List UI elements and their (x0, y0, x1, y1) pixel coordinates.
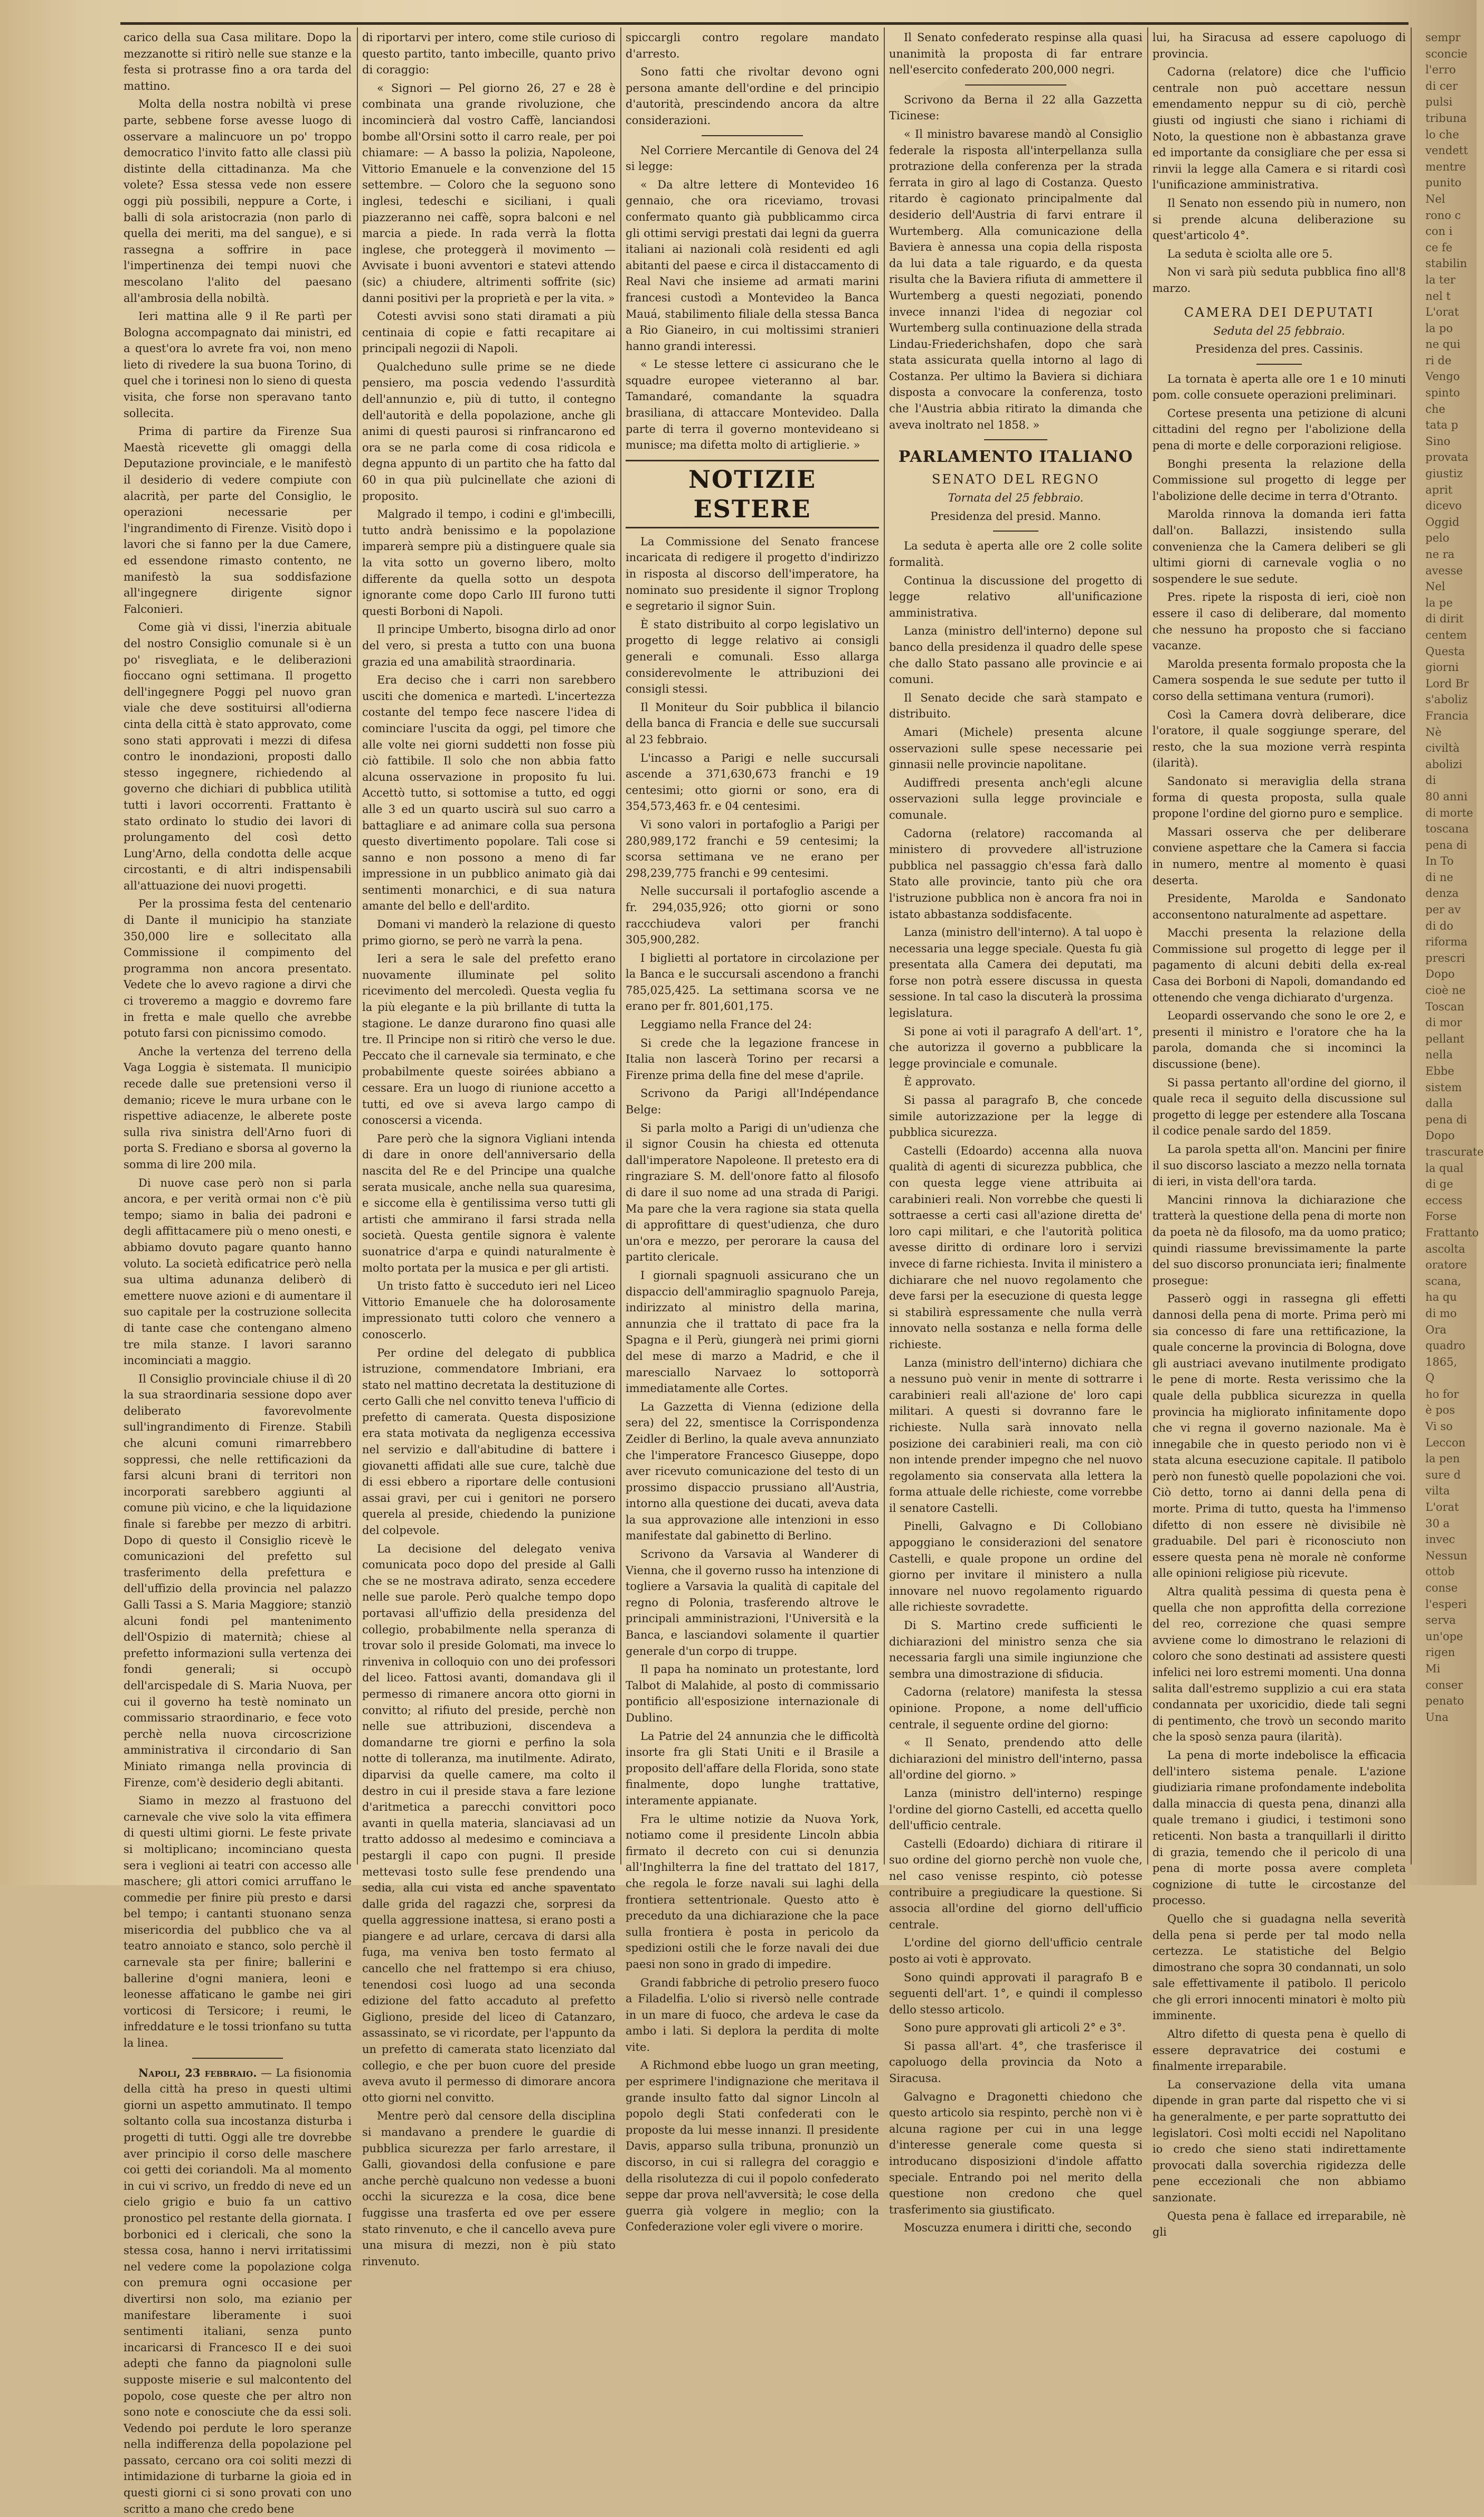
paragraph: spiccargli contro regolare mandato d'arresto. (626, 31, 879, 60)
edge-fragment: di mo (1425, 1307, 1457, 1320)
paragraph-text: — La fisionomia della città ha preso in questi ultimi giorni un aspetto ammutinato. Il tempo soltanto colla sua incostanza disturba i progetti di tutti. Oggi alle tre dovrebbe aver principio il corso delle maschere coi getti dei coriandoli. Ma al momento in cui vi scrivo, un freddo di neve ed un cielo grigio e buio fa un cattivo pronostico pel restante della giornata. I borbonici ed i clericali, che sono la stessa cosa, hanno i nervi irritatissimi nel vedere come la popolazione colga con premura ogni occasione per divertirsi non solo, ma ezianio per manifestare liberamente i suoi sentimenti italiani, senza punto incaricarsi di Francesco II e dei suoi adepti che fanno da piagnoloni sulle supposte miserie e sul malcontento del popolo, cose queste che per altro non sono note e conosciute che da essi soli. Vedendo poi perdute le loro speranze nella indifferenza della popolazione pel passato, cercano ora coi soliti mezzi di intimidazione di turbarne la gioia ed in questi giorni ci si sono provati con uno scritto a mano che credo bene (124, 2066, 352, 2515)
paragraph: La decisione del delegato veniva comunicata poco dopo del preside al Galli che se ne mostrava adirato, senza eccedere nelle sue parole. Però qualche tempo dopo portavasi all'uffizio della presidenza del collegio, probabilmente nella speranza di trovar solo il preside Golomati, ma invece lo rinveniva in colloquio con uno dei professori del liceo. Fattosi avanti, domandava gli il permesso di rimanere ancora otto giorni in convitto; al rifiuto del preside, perchè non nelle sue attribuzioni, discendeva a domandarne tre giorni e perfino la sola notte di tolleranza, ma inutilmente. Adirato, diparvisi da quelle camere, ma colto il destro in cui il preside stava a fare lezione d'aritmetica a parecchi convittori poco avanti in quella materia, slanciavasi ad un tratto addosso al medesimo e cominciava a pestargli il capo con pugni. Il preside mettevasi tosto sulle fese prendendo una sedia, alla cui vista ed anche spaventato dalle grida del ragazzi che, sorpresi da quella aggressione inattesa, si erano posti a piangere e ad urlare, cercava di darsi alla fuga, ma veniva ben tosto fermato al cancello che nel frattempo si era chiuso, tenendosi così luogo ad una seconda edizione del fatto accaduto al prefetto Gigliono, preside del liceo di Catanzaro, assassinato, se vi ricordate, per l'appunto da un prefetto di camerata stato licenziato dal collegio, e che per buon cuore del preside aveva avuto il permesso di dimorare ancora otto giorni nel convitto. (362, 1542, 616, 2104)
edge-fragment: denza (1425, 887, 1459, 900)
paragraph: Molta della nostra nobiltà vi prese parte, sebbene forse avesse luogo di osservare a malincuore un po' troppo democratico l'invito fatto alle classi più distinte della cittadinanza. Ma che volete? Essa stessa vede non essere oggi più possibili, neppure a Corte, i balli di sola aristocrazia (non parlo di quella dei meriti, ma del sangue), e si rassegna a soffrire in pace l'impertinenza dei tempi nuovi che mescolano l'alito del paesano all'ambrosia della nobiltà. (124, 98, 352, 305)
quoted-paragraph: « Signori — Pel giorno 26, 27 e 28 è combinata una grande rivoluzione, che incomincierà dal vostro Caffè, lanciandosi bombe all'Orsini sotto il carro reale, per poi chiamare: — A basso la polizia, Napoleone, Vittorio Emanuele e la convenzione del 15 settembre. — Coloro che la seguono sono inglesi, tedeschi e siciliani, i quali piazzeranno nei caffè, sopra balconi e nel marcia a piede. In rada verrà la flotta inglese, che proteggerà il movimento — Avvisate i buoni avventori e statevi attendo (sic) a chiudere, altrimenti soffrite (sic) danni positivi per la proprietà e per la vita. » (362, 81, 616, 305)
edge-fragment: ho for (1425, 1387, 1459, 1401)
edge-fragment: s'aboliz (1425, 693, 1468, 706)
edge-fragment: avesse (1425, 564, 1463, 577)
paragraph: Cadorna (relatore) raccomanda al ministero di provvedere all'istruzione pubblica nel passaggio ch'essa farà dallo Stato alle provincie, tanto più che ora l'istruzione pubblica non è ancora fra noi in istato abbastanza soddisfacente. (889, 827, 1142, 921)
separator (993, 531, 1038, 532)
paragraph: Pres. ripete la risposta di ieri, cioè non essere il caso di deliberare, dal momento che nessuno ha proposto che si facciano vacanze. (1152, 591, 1406, 652)
paragraph: A Richmond ebbe luogo un gran meeting, per esprimere l'indignazione che meritava il grande insulto fatto dal signor Lincoln al popolo degli Stati confederati con le proposte da lui messe innanzi. Il presidente Davis, apparso sulla tribuna, pronunziò un discorso, in cui si rallegra del coraggio e della risolutezza di cui il popolo confederato seppe dar prova nell'avversità; le cose della guerra già volgere in meglio; con la Confederazione voler egli vivere o morire. (626, 2059, 879, 2234)
edge-fragment: lo che (1425, 128, 1459, 141)
paragraph: Scrivono da Berna il 22 alla Gazzetta Ticinese: (889, 93, 1142, 122)
edge-fragment: oratore (1425, 1258, 1467, 1272)
session-president: Presidenza del pres. Cassinis. (1195, 343, 1363, 356)
paragraph: Bonghi presenta la relazione della Commissione sul progetto di legge per l'abolizione delle decime in terra d'Otranto. (1152, 457, 1406, 503)
paragraph: carico della sua Casa militare. Dopo la mezzanotte si ritirò nelle sue stanze e la festa si protrasse fino a ora tarda del mattino. (124, 31, 352, 92)
paragraph: È approvato. (904, 1075, 976, 1089)
edge-fragment: Q (1425, 1371, 1435, 1385)
paragraph: Cortese presenta una petizione di alcuni cittadini del regno per l'abolizione della pena di morte e delle corporazioni religiose. (1152, 406, 1406, 452)
paragraph: La parola spetta all'on. Mancini per finire il suo discorso lasciato a mezzo nella tornata di ieri, in vista dell'ora tarda. (1152, 1143, 1406, 1188)
paragraph: Di nuove case però non si parla ancora, e per verità ormai non c'è più tempo; siamo in balia dei padroni e degli affittacamere più o meno onesti, e abbiamo dovuto pagare quanto hanno voluto. La società edificatrice però nella sua ultima adunanza deliberò di emettere nuove azioni e di aumentare il suo capitale per la costruzione sollecita di tante case che contengano almeno tre mila stanze. I lavori saranno incominciati a maggio. (124, 1176, 352, 1367)
paragraph: La tornata è aperta alle ore 1 e 10 minuti pom. colle consuete operazioni preliminari. (1152, 372, 1406, 402)
paragraph: Prima di partire da Firenze Sua Maestà ricevette gli omaggi della Deputazione provinciale, e le manifestò il desiderio di vedere compiute con alacrità, per parte del Consiglio, le operazioni necessarie per l'ingrandimento di Firenze. Visitò dopo i lavori che si fanno per la due Camere, ed essendone rimasto contento, ne manifestò la sua soddisfazione all'ingegnere dirigente signor Falconieri. (124, 425, 352, 616)
paragraph: Il Moniteur du Soir pubblica il bilancio della banca di Francia e delle sue succursali al 23 febbraio. (626, 701, 879, 746)
edge-fragment: nel t (1425, 289, 1451, 302)
quoted-paragraph: « Da altre lettere di Montevideo 16 gennaio, che ora riceviamo, trovasi confermato quanto già pubblicammo circa gli ottimi servigi prestati dai legni da guerra italiani ai nazionali colà residenti ed agli abitanti del paese e circa il distaccamento di Real Navi che insieme ad armati marini francesi custodì a Montevideo la Banca Mauá, stabilimento filiale della stessa Banca a Rio Gianeiro, in cui moltissimi stranieri hanno grandi interessi. (626, 178, 879, 353)
paragraph: Anche la vertenza del terreno della Vaga Loggia è sistemata. Il municipio recede dalle sue pretensioni verso il demanio; riceve le mura urbane con le rispettive adiacenze, le alberete poste sulla riva sinistra dell'Arno fuori di porta S. Frediano e sborsa al governo la somma di lire 200 mila. (124, 1045, 352, 1171)
column-4 (889, 30, 1142, 2235)
paragraph: Per ordine del delegato di pubblica istruzione, commendatore Imbriani, era stato nel mattino decretata la destituzione di certo Galli che nel convitto teneva l'ufficio di prefetto di camerata. Questa disposizione era stata motivata da negligenza eccessiva nel servizio e dall'abitudine di battere i giovanetti affidati alle sue cure, talchè due di essi ebbero a riportare delle contusioni assai gravi, per cui i genitori ne porsero querela al preside, chiedendo la punizione del colpevole. (362, 1346, 616, 1537)
edge-fragment: Nel (1425, 192, 1445, 205)
paragraph: Lanza (ministro dell'interno). A tal uopo è necessaria una legge speciale. Questa fu già presentata alla Camera dei deputati, ma forse non potrà essere discussa in questa sessione. In tal caso la discuterà la prossima legislatura. (889, 926, 1142, 1020)
edge-fragment: dicevo (1425, 499, 1462, 513)
column-3 (626, 30, 879, 2234)
paragraph: Per la prossima festa del centenario di Dante il municipio ha stanziate 350,000 lire e sollecitato alla Commissione il compimento del programma non ancora presentato. Vedete che lo avevo ragione a dirvi che ci troveremo a maggio e dovremo fare in fretta e male quello che avrebbe potuto farsi con picnissimo comodo. (124, 897, 352, 1040)
paragraph: Leopardi osservando che sono le ore 2, e presenti il ministro e l'oratore che ha la parola, domanda che si incominci la discussione (bene). (1152, 1009, 1406, 1071)
paragraph: La Gazzetta di Vienna (edizione della sera) del 22, smentisce la Corrispondenza Zeidler di Berlino, la quale aveva annunziato che l'imperatore Francesco Giuseppe, dopo aver ricevuto comunicazione del testo di un prossimo dispaccio prussiano all'Austria, intorno alla questione dei ducati, aveva data la sua approvazione alle intenzioni in esso manifestate dal gabinetto di Berlino. (626, 1400, 879, 1543)
edge-fragment: ce fe (1425, 241, 1453, 254)
column-5 (1152, 30, 1406, 2239)
edge-fragment: giorni (1425, 661, 1459, 674)
paragraph: Altra qualità pessima di questa pena è quella che non approfitta della correzione del reo, correzione che quasi sempre avviene come lo dimostrano le relazioni di coloro che sono destinati ad assistere questi infelici nei loro estremi momenti. Una donna salita dall'estremo supplizio a cui era stata condannata per uxoricidio, diede tali segni di pentimento, che trovò un secondo marito che la sposò senza paura (ilarità). (1152, 1585, 1406, 1744)
edge-fragment: sistem (1425, 1081, 1462, 1094)
edge-fragment: di mor (1425, 1016, 1462, 1029)
paragraph: La Patrie del 24 annunzia che le difficoltà insorte fra gli Stati Uniti e il Brasile a proposito dell'affare della Florida, sono state finalmente, dopo lunghe trattative, interamente appianate. (626, 1729, 879, 1807)
edge-fragment: è pos (1425, 1404, 1455, 1417)
edge-fragment: 30 a (1425, 1517, 1450, 1530)
edge-fragment: Vengo (1425, 370, 1460, 383)
paragraph: Il Senato non essendo più in numero, non si prende alcuna deliberazione su quest'articolo 4°. (1152, 196, 1406, 242)
paragraph: L'incasso a Parigi e nelle succursali ascende a 371,630,673 franchi e 19 centesimi; otto giorni or sono, era di 354,573,463 fr. e 04 centesimi. (626, 751, 879, 813)
paragraph: Pare però che la signora Vigliani intenda di dare in onore dell'anniversario della nascita del Re e del Principe una qualche serata musicale, anche nella sua quaresima, e siccome ella è gentilissima verso tutti gli artisti che ammirano il farsi strada nella società. Questa gentile signora è valente suonatrice d'arpa e quindi naturalmente è molto portata per la musica e per gli artisti. (362, 1132, 616, 1274)
separator (1256, 364, 1302, 365)
edge-fragment: penato (1425, 1695, 1464, 1708)
paragraph: Così la Camera dovrà deliberare, dice l'oratore, il quale soggiunge sperare, del resto, che la sua mozione verrà respinta (ilarità). (1152, 708, 1406, 770)
paragraph: lui, ha Siracusa ad essere capoluogo di provincia. (1152, 31, 1406, 60)
paragraph: Leggiamo nella France del 24: (640, 1018, 812, 1032)
edge-fragment: Nè (1425, 725, 1442, 739)
paragraph: Audiffredi presenta anch'egli alcune osservazioni sulla legge provinciale e comunale. (889, 776, 1142, 821)
edge-fragment: punito (1425, 176, 1462, 190)
paragraph: Era deciso che i carri non sarebbero usciti che domenica e martedì. L'incertezza costante del tempo fece nascere l'idea di cominciare l'uscita da oggi, pel timore che alle volte nei giorni suddetti non fosse più ciò fattibile. Il solo che non abbia fatto alcuna osservazione in proposito fu lui. Accettò tutto, si sottomise a tutto, ed oggi alle 3 ed un quarto uscirà sul suo carro a battagliare e ad animare colla sua persona questo divertimento popolare. Tali cose si sanno e non possono a meno di far impressione in un pubblico animato già dai sentimenti monarchici, e di sua natura amante del bello e dell'ardito. (362, 674, 616, 913)
edge-fragment: sempr (1425, 31, 1461, 44)
edge-fragment: pulsi (1425, 96, 1453, 109)
edge-fragment: Dopo (1425, 968, 1455, 981)
section-headline: PARLAMENTO ITALIANO (898, 448, 1133, 467)
edge-fragment: Nel (1425, 580, 1445, 593)
edge-fragment: un'ope (1425, 1630, 1463, 1643)
paragraph: Massari osserva che per deliberare conviene aspettare che la Camera si faccia in numero, mentre al momento è quasi deserta. (1152, 825, 1406, 887)
edge-fragment: di morte (1425, 806, 1473, 819)
paragraph: Presidente, Marolda e Sandonato acconsentono naturalmente ad aspettare. (1152, 892, 1406, 921)
paragraph: La seduta è sciolta alle ore 5. (1167, 247, 1333, 260)
paragraph: Cadorna (relatore) manifesta la stessa opinione. Propone, a nome dell'ufficio centrale, il seguente ordine del giorno: (889, 1686, 1142, 1731)
edge-fragment: vendett (1425, 144, 1468, 157)
paragraph: Continua la discussione del progetto di legge relativo all'unificazione amministrativa. (889, 574, 1142, 619)
paragraph: Domani vi manderò la relazione di questo primo giorno, se però ne varrà la pena. (362, 918, 616, 947)
edge-fragment: pena di (1425, 1113, 1467, 1126)
edge-fragment: la qual (1425, 1161, 1464, 1175)
edge-fragment: quadro (1425, 1339, 1466, 1352)
edge-fragment: ascolta (1425, 1242, 1466, 1255)
paragraph: Passerò oggi in rassegna gli effetti dannosi della pena di morte. Prima però mi sia concesso di fare una rettificazione, la quale concerne la provincia di Bologna, dove gli austriaci avevano inutilmente prodigato le pene di morte. Resta verissimo che la quale della pubblica sicurezza in quella provincia ha migliorato infinitamente dopo che vi regna il governo nazionale. Ma è innegabile che in questo periodo non vi è stata alcuna esecuzione capitale. Il patibolo però non funestò quelle popolazioni che voi. Ciò detto, torno ai danni della pena di morte. Prima di tutto, questa ha l'immenso difetto di non essere nè divisibile nè graduabile. Del pari è riconosciuto non essere questa pena nè morale nè conforme alle opinioni religiose più ricevute. (1152, 1292, 1406, 1580)
paragraph: Ieri mattina alle 9 il Re partì per Bologna accompagnato dai ministri, ed a quest'ora lo avrete fra voi, non meno lieto di rivedere la sua buona Torino, di quel che i torinesi non lo sieno di questa visita, che forse non speravano tanto sollecita. (124, 310, 352, 420)
edge-fragment: centem (1425, 628, 1467, 641)
edge-fragment: 1865, (1425, 1355, 1458, 1368)
paragraph: La Commissione del Senato francese incaricata di redigere il progetto d'indirizzo in risposta al discorso dell'imperatore, ha nominato suo presidente il signor Troplong e segretario il signor Suin. (626, 535, 879, 613)
paragraph: Nelle succursali il portafoglio ascende a fr. 294,035,926; otto giorni or sono raccchiudeva valori per franchi 305,900,282. (626, 885, 879, 947)
chamber-title: CAMERA DEI DEPUTATI (1184, 305, 1375, 320)
paragraph: « Il Senato, prendendo atto delle dichiarazioni del ministro dell'interno, passa all'ordine del giorno. » (889, 1736, 1142, 1782)
paragraph: Il Consiglio provinciale chiuse il dì 20 la sua straordinaria sessione dopo aver deliberato favorevolmente sull'ingrandimento di Firenze. Stabilì che alcuni comuni rimarrebbero soppressi, che nelle rettificazioni da farsi alcuni brani di territori non incorporati sarebbero aggiunti al comune più vicino, e che la liquidazione finale si farebbe per mezzo di arbitri. Dopo di questo il Consiglio ricevè le comunicazioni del prefetto sul trasferimento della prefettura e dell'uffizio della provincia nel palazzo Galli Tassi a S. Maria Maggiore; stanziò alcuni fondi pel mantenimento dell'Ospizio di maternità; chiese al prefetto informazioni sulla vertenza dei fondi generali; si occupò dell'arcispedale di S. Maria Nuova, per cui il governo ha testè nominato un commissario straordinario, e fece voto perchè nella nuova circoscrizione amministrativa il circondario di San Miniato rimanga nella provincia di Firenze, com'è desiderio degli abitanti. (124, 1372, 352, 1789)
edge-fragment: civiltà (1425, 742, 1460, 755)
paragraph (124, 2065, 352, 2517)
paragraph: Di S. Martino crede sufficienti le dichiarazioni del ministro senza che sia necessaria fargli una simile ingiunzione che sembra una dimostrazione di sfiducia. (889, 1619, 1142, 1680)
paragraph: Scrivono da Parigi all'Indépendance Belge: (626, 1087, 879, 1116)
edge-fragment: trascurate (1425, 1145, 1484, 1158)
edge-fragment: tribuna (1425, 111, 1467, 125)
edge-fragment: Oggid (1425, 515, 1460, 528)
column-rule (357, 27, 358, 1865)
paragraph: Marolda presenta formalo proposta che la Camera sospenda le sue sedute per tutto il corso della settimana ventura (rumori). (1152, 657, 1406, 703)
paragraph: È stato distribuito al corpo legislativo un progetto di legge relativo ai consigli generali e comunali. Esso allarga considerevolmente le attribuzioni dei consigli stessi. (626, 618, 879, 696)
paragraph: Si passa al paragrafo B, che concede simile autorizzazione per la legge di pubblica sicurezza. (889, 1094, 1142, 1139)
column-1 (124, 30, 352, 2515)
column-rule (884, 27, 885, 1865)
edge-fragment: l'erro (1425, 63, 1456, 77)
section-headline: NOTIZIE ESTERE (626, 460, 879, 528)
paragraph: Il Senato decide che sarà stampato e distribuito. (889, 691, 1142, 721)
edge-fragment: Dopo (1425, 1129, 1455, 1142)
edge-fragment: Francia (1425, 709, 1469, 722)
edge-fragment: ottob (1425, 1565, 1455, 1578)
edge-fragment: Leccon (1425, 1436, 1466, 1449)
paragraph: Sandonato si meraviglia della strana forma di questa proposta, sulla quale propone l'ordine del giorno puro e semplice. (1152, 774, 1406, 820)
edge-fragment: rono c (1425, 209, 1461, 222)
paragraph: I giornali spagnuoli assicurano che un dispaccio dell'ammiraglio spagnuolo Pareja, indirizzato al ministro della marina, annunzia che il trattato di pace fra la Spagna e il Perù, giungerà nei primi giorni del mese di marzo a Madrid, e che il maresciallo Narvaez lo sottoporrà immediatamente alle Cortes. (626, 1269, 879, 1395)
edge-fragment: Mi (1425, 1662, 1441, 1675)
edge-fragment: sconcie (1425, 47, 1468, 60)
edge-fragment: Ora (1425, 1323, 1447, 1336)
adjacent-page-edge (1425, 30, 1484, 1864)
edge-fragment: 80 anni (1425, 790, 1468, 803)
paragraph: Sono pure approvati gli articoli 2° e 3°. (904, 2021, 1126, 2035)
edge-fragment: conse (1425, 1582, 1458, 1594)
edge-fragment: pelo (1425, 532, 1450, 545)
paragraph: Grandi fabbriche di petrolio presero fuoco a Filadelfia. L'olio si riversò nelle contrade in un mare di fuoco, che ardeva le case da ambo i lati. Si deplora la perdita di molte vite. (626, 1976, 879, 2054)
edge-fragment: provata (1425, 451, 1469, 464)
edge-fragment: dalla (1425, 1097, 1453, 1110)
edge-fragment: conser (1425, 1678, 1463, 1691)
paragraph: Sono quindi approvati il paragrafo B e seguenti dell'art. 1°, e quindi il complesso dello stesso articolo. (889, 1971, 1142, 2016)
paragraph: Mentre però dal censore della disciplina si mandavano a prendere le guardie di pubblica sicurezza per farlo arrestare, il Galli, giovandosi della confusione e pare anche perchè qualcuno non vedesse a buoni occhi la sicurezza e la cosa, dice bene fuggisse una trasferta ed ove per essere stato rinvenuto, e che il cancello aveva pure una misura di mezzi, non è più stato rinvenuto. (362, 2109, 616, 2268)
edge-fragment: L'orat (1425, 306, 1459, 319)
paragraph: di riportarvi per intero, come stile curioso di questo partito, tanto imbecille, quanto privo di coraggio: (362, 31, 616, 77)
edge-fragment: di ne (1425, 870, 1453, 884)
paragraph: Come già vi dissi, l'inerzia abituale del nostro Consiglio comunale si è un po' risvegliata, e le deliberazioni fioccano ogni settimana. Il progetto dell'ingegnere Poggi pel nuovo gran viale che deve sostituirsi all'odierna cinta della città è stato approvato, come sono stati approvati i mezzi di difesa contro le inondazioni, proposti dallo stesso ingegnere, richiedendo al governo che dichiari di pubblica utilità tutti i lavori occorrenti. Frattanto è stato ordinato lo studio dei lavori di prolungamento del così detto Lung'Arno, della condotta delle acque circostanti, e di altri indispensabili all'attuazione dei nuovi progetti. (124, 621, 352, 892)
quoted-paragraph: « Le stesse lettere ci assicurano che le squadre europee vieteranno al bar. Tamandaré, comandante la squadra brasiliana, di attaccare Montevideo. Dalla parte di terra il governo montevideano si munisce; ma difetta molto di artiglierie. » (626, 358, 879, 452)
paragraph: Questa pena è fallace ed irreparabile, nè gli (1152, 2209, 1406, 2239)
edge-fragment: ne qui (1425, 338, 1461, 351)
paragraph: Scrivono da Varsavia al Wanderer di Vienna, che il governo russo ha intenzione di togliere a Varsavia la qualità di capitale del regno di Polonia, trasferendo altrove le principali amministrazioni, l'Università e la Banca, e lasciandovi solamente il quartier generale d'un corpo di truppe. (626, 1548, 879, 1658)
paragraph: Vi sono valori in portafoglio a Parigi per 280,989,172 franchi e 59 centesimi; la scorsa settimana ve ne erano per 298,239,775 franchi e 99 centesimi. (626, 818, 879, 879)
edge-fragment: abolizi (1425, 758, 1462, 771)
edge-fragment: rigen (1425, 1646, 1455, 1659)
column-rule (620, 27, 621, 1865)
edge-fragment: In To (1425, 855, 1454, 868)
session-date: Seduta del 25 febbraio. (1213, 324, 1345, 337)
edge-fragment: Forse (1425, 1210, 1457, 1223)
edge-fragment: Toscan (1425, 1000, 1464, 1013)
paragraph: Siamo in mezzo al frastuono del carnevale che vive solo la vita effimera di questi ultimi giorni. Le feste private si moltiplicano; incominciano questa sera i veglioni ai teatri con accesso alle maschere; gli attori comici arruffano le commedie per finire più presto e darsi bel tempo; i cantanti stuonano senza misericordia del pubblico che va al teatro annoiato e stanco, solo perchè il carnevale sta per finire; ballerini e ballerine d'ogni maniera, leoni e leonesse affaticano le gambe nei giri vorticosi di Tersicore; i reumi, le infreddature e le tossi trionfano su tutta la linea. (124, 1794, 352, 2050)
edge-fragment: ha qu (1425, 1291, 1457, 1304)
edge-fragment: Nessun (1425, 1549, 1468, 1562)
paragraph: Non vi sarà più seduta pubblica fino all'8 marzo. (1152, 266, 1406, 295)
edge-fragment: di cer (1425, 79, 1458, 92)
top-rule (120, 22, 1409, 25)
edge-fragment: Vi so (1425, 1420, 1453, 1433)
paragraph: Un tristo fatto è succeduto ieri nel Liceo Vittorio Emanuele che ha dolorosamente impressionato tutti coloro che vennero a conoscerlo. (362, 1280, 616, 1341)
edge-fragment: Sino (1425, 434, 1451, 448)
dateline: Napoli, 23 febbraio. (138, 2066, 257, 2079)
edge-fragment: pena di (1425, 838, 1467, 851)
paragraph: Moscuzza enumera i diritti che, secondo (904, 2221, 1132, 2235)
quoted-paragraph: « Il ministro bavarese mandò al Consiglio federale la risposta all'interpellanza sulla protrazione della conferenza per la strada ferrata in giro al lago di Costanza. Questo ritardo è cagionato principalmente dal desiderio dell'Austria di farvi entrare il Wurtemberg. Alla comunicazione della Baviera è annessa una copia della risposta da lui data a tale riguardo, e da questa risulta che la Baviera rifiuta di ammettere il Wurtemberg a questi negoziati, ponendo invece innanzi l'idea di negoziar col Wurtemberg sulla continuazione della strada Lindau-Friederichshafen, dopo che sarà stata assicurata quella intorno al lago di Costanza. Per ultimo la Baviera si dichiara disposta a convocare la conferenza, tosto che l'Austria abbia ritirato la dimanda che aveva inoltrato nel 1858. » (889, 127, 1142, 431)
edge-fragment: spinto (1425, 386, 1460, 400)
edge-fragment: di dirit (1425, 612, 1464, 626)
paragraph: Macchi presenta la relazione della Commissione sul progetto di legge per il pagamento di alcuni debiti della ex-real Casa dei Borboni di Napoli, domandando ed ottenendo che venga dichiarato d'urgenza. (1152, 926, 1406, 1004)
paragraph: Ieri a sera le sale del prefetto erano nuovamente illuminate pel solito ricevimento del mercoledì. Questa veglia fu la più elegante e la più brillante di tutta la stagione. Le danze durarono fino quasi alle tre. Il Principe non si ritirò che verso le due. Peccato che il carnevale sia terminato, e che probabilmente queste soirées abbiano a cessare. Era un luogo di riunione accetto a tutti, ed ove si aveva largo campo di conoscersi a vicenda. (362, 952, 616, 1127)
paragraph: Qualcheduno sulle prime se ne diede pensiero, ma poscia vedendo l'assurdità dell'annunzio e, più di tutto, il contegno dell'autorità e della popolazione, anche gli animi di questi paurosi si rinfrancarono ed ora se ne parla come di cosa ridicola e degna appunto di un partito che ha fatto dal 60 in qua più pulcinellate che azioni di proposito. (362, 360, 616, 503)
edge-fragment: riforma (1425, 935, 1468, 949)
edge-fragment: Questa (1425, 645, 1465, 658)
edge-fragment: la pen (1425, 1452, 1460, 1465)
edge-fragment: la ter (1425, 273, 1455, 286)
paragraph: Pinelli, Galvagno e Di Collobiano appoggiano le considerazioni del senatore Castelli, e quale propone un ordine del giorno per invitare il ministero a nulla innovare nel nuovo regolamento riguardo alle richieste sovradette. (889, 1520, 1142, 1614)
paragraph: La pena di morte indebolisce la efficacia dell'intero sistema penale. L'azione giudiziaria rimane profondamente indebolita dalla minaccia di questa pena, dinanzi alla quale tremano i giudici, i testimoni sono reticenti. Non basta a tranquillarli il diritto di grazia, temendo che il pericolo di una pena di morte possa avere completa cognizione di tutte le circostanze del processo. (1152, 1748, 1406, 1907)
edge-fragment: prescri (1425, 951, 1466, 964)
column-2 (362, 30, 616, 2268)
paragraph: Il Senato confederato respinse alla quasi unanimità la proposta di far entrare nell'esercito confederato 200,000 negri. (889, 31, 1142, 77)
chamber-title: SENATO DEL REGNO (931, 472, 1100, 487)
edge-fragment: di ge (1425, 1178, 1453, 1191)
edge-fragment: sure d (1425, 1468, 1461, 1481)
edge-fragment: L'orat (1425, 1501, 1459, 1514)
paragraph: L'ordine del giorno dell'ufficio centrale posto ai voti è approvato. (889, 1936, 1142, 1965)
paragraph: Altro difetto di questa pena è quello di essere depravatrice dei costumi e finalmente irreparabile. (1152, 2028, 1406, 2073)
paragraph: Si passa pertanto all'ordine del giorno, il quale reca il seguito della discussione sul progetto di legge per estendere alla Toscana il codice penale sardo del 1859. (1152, 1076, 1406, 1138)
paragraph: Il principe Umberto, bisogna dirlo ad onor del vero, si presta a tutto con una buona grazia ed una amabilità straordinaria. (362, 623, 616, 668)
column-rule (1411, 27, 1412, 1865)
edge-fragment: di (1425, 774, 1436, 787)
edge-fragment: la pe (1425, 596, 1453, 609)
paragraph: Mancini rinnova la dichiarazione che tratterà la questione della pena di morte non da poeta nè da filosofo, ma da uomo pratico; quindi riassume brevissimamente la parte del suo discorso pronunciata ieri; finalmente prosegue: (1152, 1193, 1406, 1287)
paragraph: Il papa ha nominato un protestante, lord Talbot di Malahide, al posto di commissario pontificio all'esposizione internazionale di Dublino. (626, 1663, 879, 1724)
edge-fragment: invec (1425, 1533, 1455, 1546)
edge-fragment: ri de (1425, 354, 1452, 367)
paragraph: Si crede che la legazione francese in Italia non lascerà Torino per recarsi a Firenze prima della fine del mese d'aprile. (626, 1036, 879, 1082)
edge-fragment: eccess (1425, 1194, 1462, 1207)
column-rule (1147, 27, 1148, 1865)
paragraph: La conservazione della vita umana dipende in gran parte dal rispetto che vi si ha generalmente, e per parte soprattutto dei legislatori. Così molti eccidi nel Napolitano io credo che sieno stati indirettamente provocati dalla soverchia rigidezza delle pene eccezionali che non abbiamo sanzionate. (1152, 2078, 1406, 2204)
paragraph: Quello che si guadagna nella severità della pena si perde per tal modo nella certezza. Le statistiche del Belgio dimostrano che sopra 30 condannati, un solo sale effettivamente il patibolo. Il pericolo che gli errori innocenti minatori è molto più imminente. (1152, 1912, 1406, 2022)
edge-fragment: nella (1425, 1048, 1453, 1062)
paragraph: Cadorna (relatore) dice che l'ufficio centrale non può accettare nessun emendamento neppur su di ciò, perchè giusti od ingiusti che siano i richiami di Noto, la questione non è abbastanza grave ed importante da consigliare che per essa si rinvii la legge alla Camera e si ritardi così l'unificazione amministrativa. (1152, 65, 1406, 192)
paragraph: Sono fatti che rivoltar devono ogni persona amante dell'ordine e del principio d'autorità, prescindendo ancora da altre considerazioni. (626, 65, 879, 127)
edge-fragment: di do (1425, 919, 1453, 932)
edge-fragment: stabilin (1425, 257, 1467, 270)
edge-fragment: toscana (1425, 822, 1469, 836)
edge-fragment: Frattanto (1425, 1226, 1479, 1239)
paragraph: Si pone ai voti il paragrafo A dell'art. 1°, che autorizza il governo a pubblicare la legge provinciale e comunale. (889, 1025, 1142, 1070)
separator (984, 439, 1047, 440)
edge-fragment: che (1425, 402, 1445, 415)
edge-fragment: Ebbe (1425, 1065, 1454, 1077)
paragraph: Malgrado il tempo, i codini e gl'imbecilli, tutto andrà benissimo e la popolazione imparerà sempre più a distinguere quale sia la vita sotto un governo libero, molto differente da quella sotto un despota ignorante come dopo Carlo III furono tutti questi Borboni di Napoli. (362, 508, 616, 618)
paragraph: Marolda rinnova la domanda ieri fatta dall'on. Ballazzi, insistendo sulla convenienza che la Camera deliberi se gli ultimi giorni di carnevale voglia o no sospendere le sue sedute. (1152, 508, 1406, 585)
paragraph: Cotesti avvisi sono stati diramati a più centinaia di copie e fatti recapitare ai principali negozii di Napoli. (362, 310, 616, 355)
paragraph: Lanza (ministro dell'interno) dichiara che a nessuno può venir in mente di sottrarre i carabinieri reali all'azione de' loro capi militari. A questi si dovranno fare le richieste. Nulla sarà innovato nella posizione dei carabinieri reali, ma con ciò non intende prender impegno che nel nuovo regolamento sia conservata alla lettera la forma attuale delle richieste, come vorrebbe il senatore Castelli. (889, 1356, 1142, 1515)
edge-fragment: ne ra (1425, 548, 1455, 561)
paragraph: I biglietti al portatore in circolazione per la Banca e le succursali ascendono a franchi 785,025,425. La settimana scorsa ve ne erano per fr. 801,601,175. (626, 951, 879, 1013)
paragraph: Castelli (Edoardo) dichiara di ritirare il suo ordine del giorno perchè non vuole che, nel caso venisse respinto, ciò potesse contribuire a pregiudicare la questione. Si associa all'ordine del giorno dell'ufficio centrale. (889, 1837, 1142, 1931)
paragraph: Lanza (ministro dell'interno) respinge l'ordine del giorno Castelli, ed accetta quello dell'ufficio centrale. (889, 1786, 1142, 1832)
edge-fragment: Lord Br (1425, 677, 1469, 690)
session-president: Presidenza del presid. Manno. (930, 509, 1101, 523)
separator (192, 2058, 283, 2059)
edge-fragment: per av (1425, 903, 1461, 916)
edge-fragment: tata p (1425, 419, 1459, 432)
paragraph: Amari (Michele) presenta alcune osservazioni sulle spese necessarie pei ginnasii nelle provincie napolitane. (889, 725, 1142, 771)
paragraph: Si parla molto a Parigi di un'udienza che il signor Cousin ha chiesta ed ottenuta dall'imperatore Napoleone. Il pretesto era di ringraziare S. M. dell'onore fatto al filosofo di dare il suo nome ad una strada di Parigi. Ma pare che la vera ragione sia stata quella di approfittare di quest'udienza, che duro un'ora e mezzo, per perorare la causa del partito clericale. (626, 1121, 879, 1264)
edge-fragment: pellant (1425, 1032, 1464, 1045)
paragraph: Lanza (ministro dell'interno) depone sul banco della presidenza il quadro delle spese che dallo Stato passano alle provincie e ai comuni. (889, 624, 1142, 686)
edge-fragment: scana, (1425, 1274, 1461, 1288)
paragraph: Fra le ultime notizie da Nuova York, notiamo come il presidente Lincoln abbia firmato il decreto con cui si denunzia all'Inghilterra la fine del trattato del 1817, che regola le forze navali sui laghi della frontiera settentrionale. Questo atto è preceduto da una dichiarazione che la pace sulla frontiera è posta in pericolo da spedizioni ostili che le forze navali dei due paesi non sono in grado di impedire. (626, 1812, 879, 1971)
edge-fragment: l'esperi (1425, 1597, 1467, 1611)
edge-fragment: serva (1425, 1614, 1456, 1627)
edge-fragment: giustiz (1425, 467, 1463, 480)
paragraph: La seduta è aperta alle ore 2 colle solite formalità. (889, 540, 1142, 569)
session-date: Tornata del 25 febbraio. (948, 491, 1084, 505)
paragraph: Castelli (Edoardo) accenna alla nuova qualità di agenti di sicurezza pubblica, che con questa legge viene attribuita ai carabinieri reali. Non vorrebbe che questi li sottraesse a certi casi all'azione diretta de' loro capi militari, e che l'autorità politica avesse diritto di ordinare loro i servizi invece di farne richiesta. Invita il ministero a dichiarare che nel nuovo regolamento che deve farsi per la esecuzione di questa legge si stabilirà espressamente che nulla verrà innovato nella sostanza e nella forma delle richieste. (889, 1144, 1142, 1351)
edge-fragment: vilta (1425, 1484, 1450, 1498)
separator (702, 135, 803, 136)
edge-fragment: la po (1425, 321, 1453, 335)
paragraph: Nel Corriere Mercantile di Genova del 24 si legge: (626, 144, 879, 173)
paragraph: Si passa all'art. 4°, che trasferisce il capoluogo della provincia da Noto a Siracusa. (889, 2039, 1142, 2085)
edge-fragment: aprit (1425, 483, 1453, 496)
edge-fragment: mentre (1425, 160, 1466, 173)
edge-fragment: cioè ne (1425, 984, 1466, 997)
edge-fragment: Una (1425, 1710, 1449, 1724)
edge-fragment: con i (1425, 225, 1453, 238)
separator (965, 84, 1066, 86)
paragraph: Galvagno e Dragonetti chiedono che questo articolo sia respinto, perchè non vi è alcuna ragione per cui in una legge d'interesse generale come questa si introducano disposizioni d'indole affatto speciale. Entrando poi nel merito della questione non credono che quel trasferimento sia giustificato. (889, 2090, 1142, 2216)
